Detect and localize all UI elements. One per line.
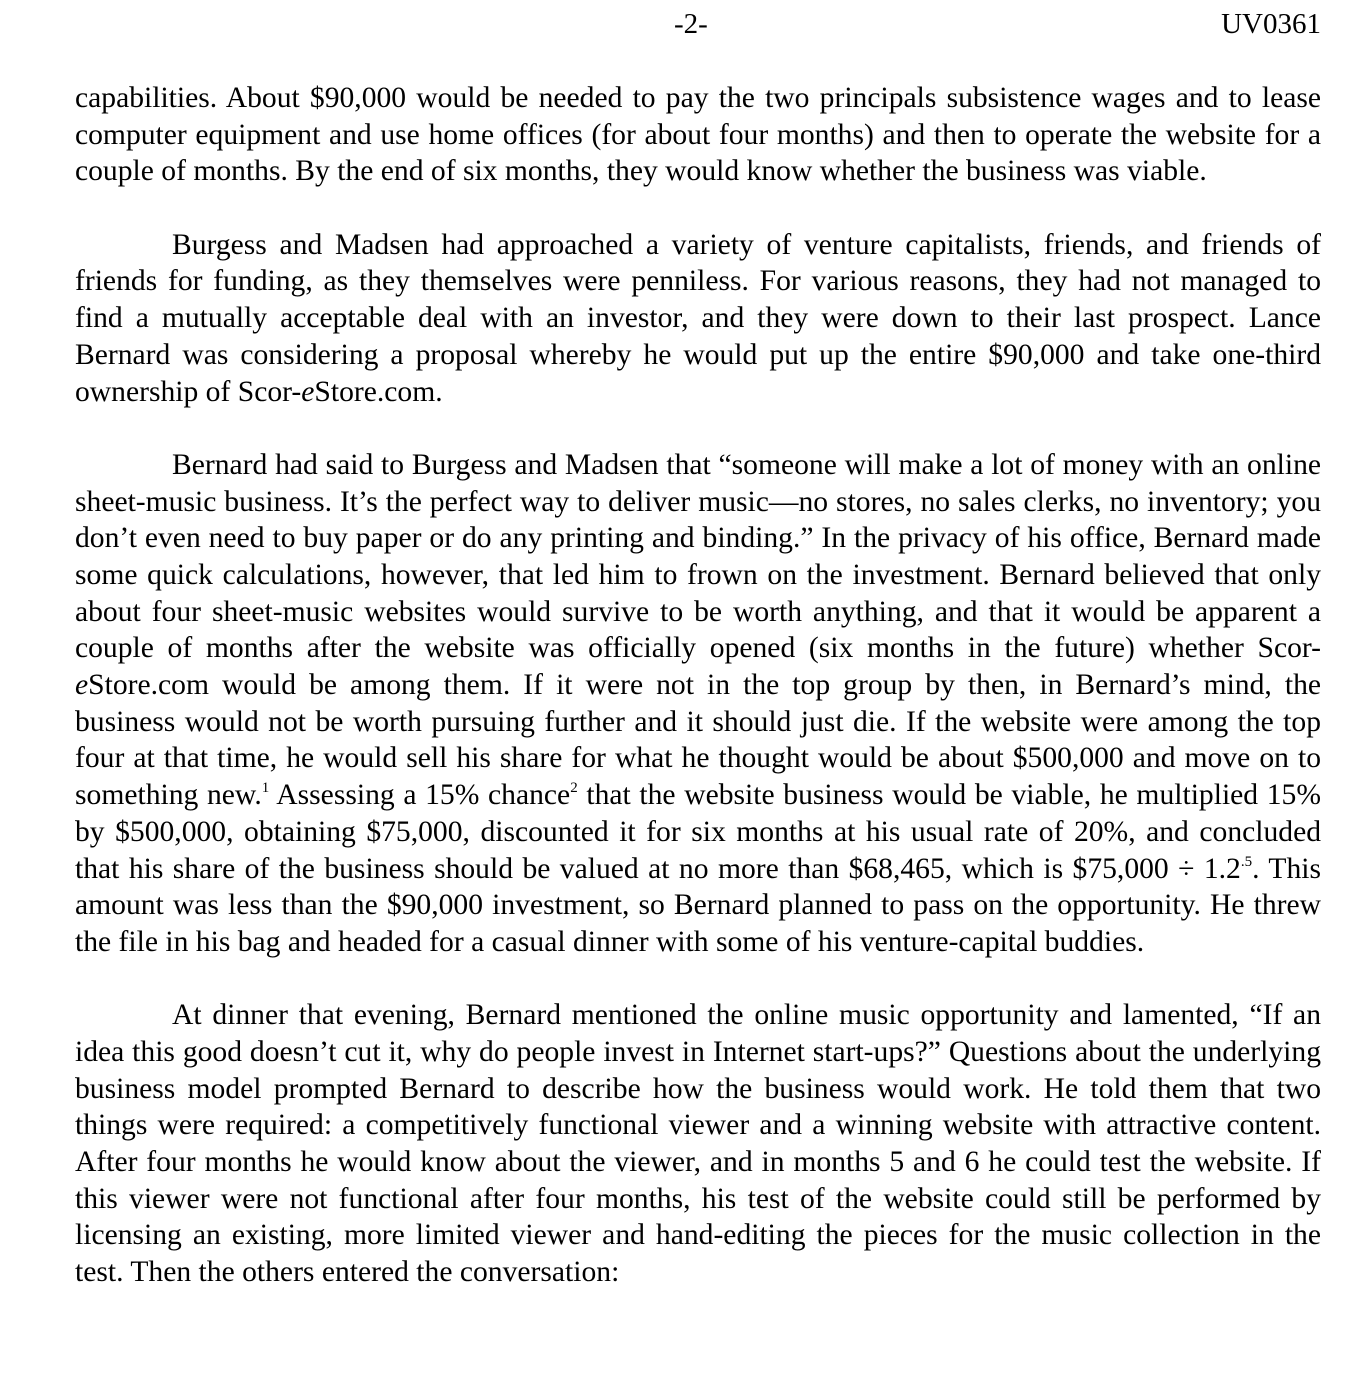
paragraph-text: Store.com.	[314, 375, 443, 408]
paragraph-dinner	[75, 997, 1321, 1291]
italic-e: e	[75, 669, 89, 702]
paragraph-capabilities	[75, 80, 1321, 190]
paragraph-text: Bernard had said to Burgess and Madsen that “someone will make a lot of money with an online sheet-music business. It’s the perfect way to deliver music—no stores, no sales clerks, no inventory; you don’t even need to buy paper or do any printing and binding.” In the privacy of his office, Bernard made some quick calculations, however, that led him to frown on the investment. Bernard believed that only about four sheet-music websites would survive to be worth anything, and that it would be apparent a couple of months after the website was officially opened (six months in the future) whether Scor-	[75, 448, 1321, 665]
footnote-ref-1: 1	[261, 780, 270, 797]
paragraph-text: that the website business would be viable, he multiplied 15% by $500,000, obtaining $75,000, discounted it for six months at his usual rate of 20%, and concluded that his share of the business should be valued at no more than $68,465, which is $75,000 ÷ 1.2	[75, 779, 1322, 885]
paragraph-text: . This amount was less than the $90,000 investment, so Bernard planned to pass on the opportunity. He threw the file in his bag and headed for a casual dinner with some of his venture-capital buddies.	[75, 852, 1321, 958]
paragraph-bernard-calculation	[75, 447, 1321, 961]
paragraph-text: At dinner that evening, Bernard mentioned the online music opportunity and lamented, “If an idea this good doesn’t cut it, why do people invest in Internet start-ups?” Questions about the underlying business model prompted Bernard to describe how the business would work. He told them that two things were required: a competitively functional viewer and a winning website with attractive content. After four months he would know about the viewer, and in months 5 and 6 he could test the website. If this viewer were not functional after four months, his test of the website could still be performed by licensing an existing, more limited viewer and hand-editing the pieces for the music collection in the test. Then the others entered the conversation:	[75, 999, 1321, 1289]
footnote-ref-2: 2	[570, 780, 578, 797]
document-code: UV0361	[1221, 8, 1321, 40]
italic-e: e	[301, 375, 315, 408]
paragraph-text: Burgess and Madsen had approached a variety of venture capitalists, friends, and friends of friends for funding, as they themselves were penniless. For various reasons, they had not managed to find a mutually acceptable deal with an investor, and they were down to their last prospect. Lance Bernard was considering a proposal whereby he would put up the entire $90,000 and take one-third ownership of Scor-	[75, 228, 1321, 408]
paragraph-funding	[75, 227, 1321, 411]
document-body	[75, 80, 1321, 1327]
paragraph-text: capabilities. About $90,000 would be needed to pay the two principals subsistence wages and to lease computer equipment and use home offices (for about four months) and then to operate the website for a couple of months. By the end of six months, they would know whether the business was viable.	[75, 82, 1321, 188]
paragraph-text: Store.com would be among them. If it were not in the top group by then, in Bernard’s mind, the business would not be worth pursuing further and it should just die. If the website were among the top four at that time, he would sell his share for what he thought would be about $500,000 and move on to something new.	[75, 669, 1321, 812]
exponent: .5	[1240, 853, 1253, 870]
page-number: -2-	[674, 8, 708, 40]
page-header	[0, 4, 1360, 44]
paragraph-text: Assessing a 15% chance	[269, 779, 571, 812]
